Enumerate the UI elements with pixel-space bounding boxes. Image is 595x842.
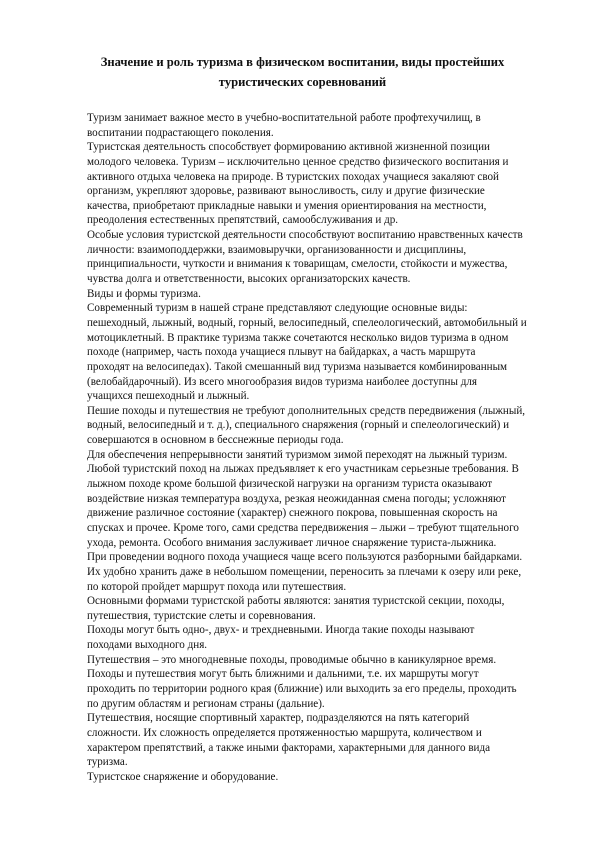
text-line: по другим областям и регионам страны (дальние). — [87, 697, 325, 710]
title-line-1: Значение и роль туризма в физическом воспитании, виды простейших — [100, 55, 505, 69]
document-body — [87, 111, 549, 784]
text-line: Путешествия, носящие спортивный характер, подразделяются на пять категорий — [87, 712, 470, 725]
text-line: по которой пройдет маршрут похода или путешествия. — [87, 580, 347, 593]
text-line: Современный туризм в нашей стране представляют следующие основные виды: — [87, 302, 468, 315]
text-line: воспитании подрастающего поколения. — [87, 126, 274, 139]
paragraph — [87, 111, 549, 140]
text-line: Особые условия туристской деятельности способствуют воспитанию нравственных качеств — [87, 229, 523, 242]
text-line: Пешие походы и путешествия не требуют дополнительных средств передвижения (лыжный, — [87, 404, 526, 417]
text-line: движение различное состояние (характер) снежного покрова, повышенная скорость на — [87, 507, 498, 520]
paragraph — [87, 550, 549, 594]
text-line: Для обеспечения непрерывности занятий туризмом зимой переходят на лыжный туризм. — [87, 448, 508, 461]
text-line: лыжном походе кроме большой физической нагрузки на организм туриста оказывают — [87, 478, 493, 491]
text-line: Походы могут быть одно-, двух- и трехдневными. Иногда такие походы называют — [87, 624, 475, 637]
text-line: туризма. — [87, 756, 128, 769]
text-line: походе (например, часть похода учащиеся плывут на байдарках, а часть маршрута — [87, 346, 476, 359]
text-line: характером препятствий, а также иными факторами, характерными для данного вида — [87, 741, 491, 754]
text-line: качества, приобретают прикладные навыки и умения ориентирования на местности, — [87, 199, 487, 212]
text-line: личности: взаимоподдержки, взаимовыручки, организованности и дисциплины, — [87, 243, 467, 256]
paragraph — [87, 140, 549, 228]
text-line: Основными формами туристской работы являются: занятия туристской секции, походы, — [87, 595, 505, 608]
text-line: путешествия, туристские слеты и соревнования. — [87, 609, 316, 622]
text-line: чувства долга и ответственности, высоких организаторских качеств. — [87, 273, 411, 286]
text-line: активного отдыха человека на природе. В туристских походах учащиеся закаляют свой — [87, 170, 499, 183]
text-line: Походы и путешествия могут быть ближними и дальними, т.е. их маршруты могут — [87, 668, 479, 681]
text-line: ухода, ремонта. Особого внимания заслуживает личное снаряжение туриста-лыжника. — [87, 536, 497, 549]
paragraph — [87, 301, 549, 403]
text-line: походами выходного дня. — [87, 639, 208, 652]
text-line: проходить по территории родного края (ближние) или выходить за его пределы, проходить — [87, 682, 517, 695]
paragraph — [87, 770, 549, 785]
text-line: При проведении водного похода учащиеся чаще всего пользуются разборными байдарками. — [87, 551, 523, 564]
text-line: принципиальности, чуткости и внимания к товарищам, смелости, стойкости и мужества, — [87, 258, 508, 271]
paragraph — [87, 287, 549, 302]
document-title — [80, 52, 525, 92]
paragraph — [87, 228, 549, 287]
text-line: Туристское снаряжение и оборудование. — [87, 770, 279, 783]
paragraph — [87, 623, 549, 652]
text-line: (велобайдарочный). Из всего многообразия видов туризма наиболее доступны для — [87, 375, 478, 388]
paragraph — [87, 448, 549, 550]
paragraph — [87, 711, 549, 770]
text-line: Туризм занимает важное место в учебно-воспитательной работе профтехучилищ, в — [87, 112, 481, 124]
text-line: спусках и прочее. Кроме того, сами средства передвижения – лыжи – требуют тщательного — [87, 521, 519, 534]
text-line: учащихся пешеходный и лыжный. — [87, 390, 250, 403]
text-line: воздействие низкая температура воздуха, резкая неожиданная смена погоды; усложняют — [87, 492, 506, 505]
text-line: Виды и формы туризма. — [87, 287, 201, 300]
text-line: пешеходный, лыжный, водный, горный, велосипедный, спелеологический, автомобильный и — [87, 316, 527, 329]
text-line: организм, укрепляют здоровье, развивают выносливость, силу и другие физические — [87, 185, 485, 198]
text-line: сложности. Их сложность определяется протяженностью маршрута, количеством и — [87, 726, 482, 739]
text-line: молодого человека. Туризм – исключительно ценное средство физического воспитания и — [87, 155, 509, 168]
paragraph — [87, 653, 549, 668]
text-line: совершаются в основном в бесснежные периоды года. — [87, 434, 344, 447]
paragraph — [87, 667, 549, 711]
text-line: Туристская деятельность способствует формированию активной жизненной позиции — [87, 141, 490, 154]
text-line: водный, велосипедный и т. д.), специального снаряжения (горный и спелеологический) и — [87, 419, 510, 432]
text-line: преодоления естественных препятствий, самообслуживания и др. — [87, 214, 399, 227]
title-line-2: туристических соревнований — [218, 75, 387, 89]
text-line: Путешествия – это многодневные походы, проводимые обычно в каникулярное время. — [87, 653, 497, 666]
paragraph — [87, 594, 549, 623]
text-line: Любой туристский поход на лыжах предъявляет к его участникам серьезные требования. В — [87, 463, 519, 476]
text-line: Их удобно хранить даже в небольшом помещении, переносить за плечами к озеру или реке, — [87, 565, 522, 578]
text-line: мотоциклетный. В практике туризма также сочетаются несколько видов туризма в одном — [87, 331, 509, 344]
text-line: проходят на велосипедах). Такой смешанный вид туризма называется комбинированным — [87, 360, 508, 373]
paragraph — [87, 404, 549, 448]
